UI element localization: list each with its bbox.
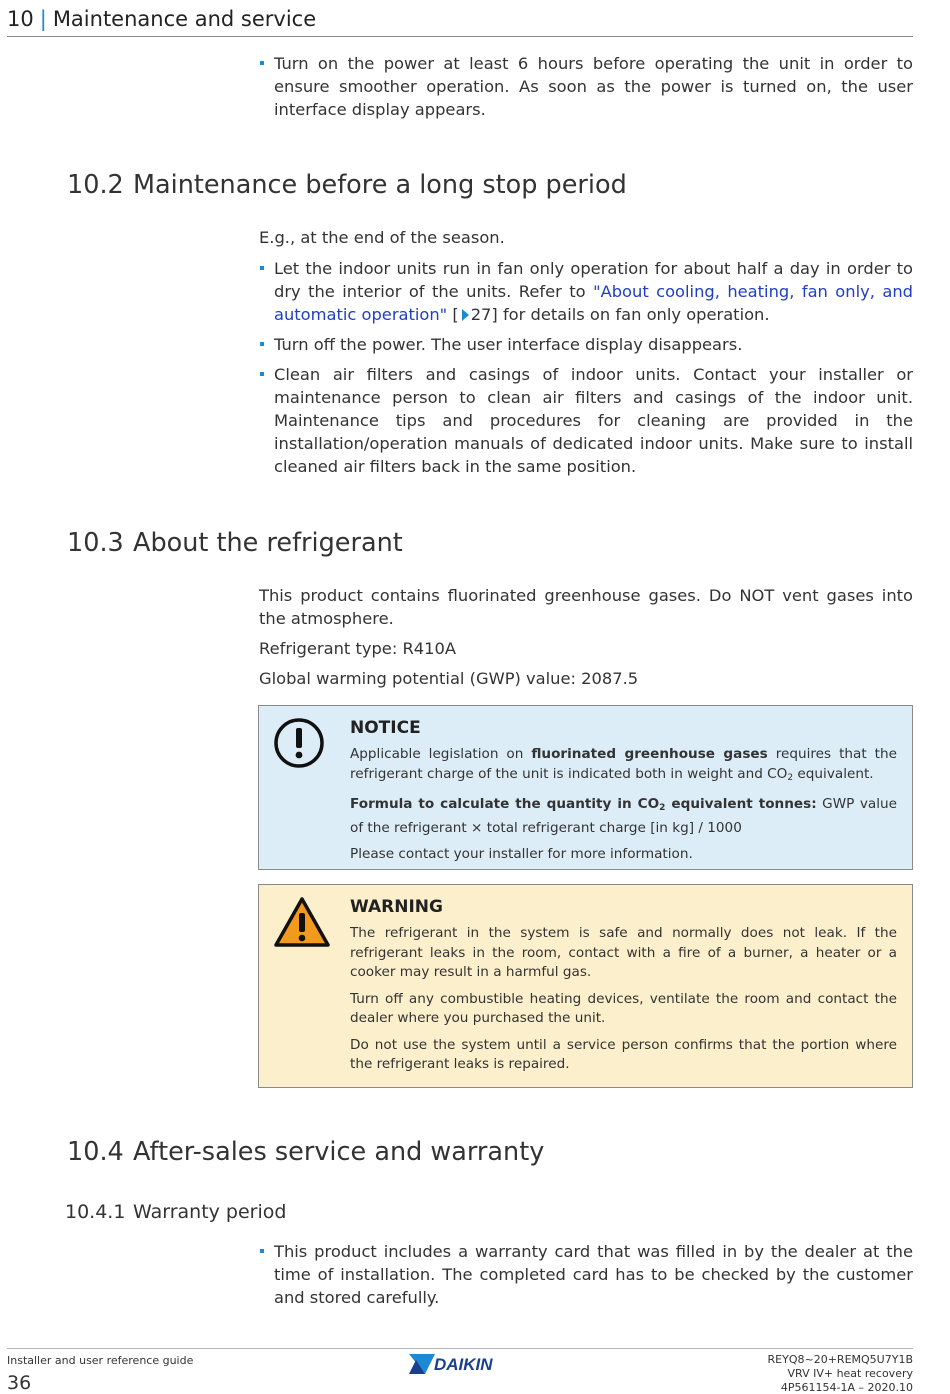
document-id: 4P561154-1A – 2020.10 — [780, 1381, 913, 1394]
list-item-text: ] for details on fan only operation. — [491, 305, 770, 324]
bold-text: fluorinated greenhouse gases — [531, 746, 768, 762]
chapter-title: Maintenance and service — [52, 7, 317, 31]
warning-content — [350, 896, 897, 1082]
page-arrow-icon — [462, 309, 469, 321]
guide-title: Installer and user reference guide — [7, 1354, 194, 1367]
notice-content — [350, 717, 897, 872]
model-code: REYQ8~20+REMQ5U7Y1B — [767, 1353, 913, 1366]
refrigerant-paragraph: This product contains fluorinated greenhouse gases. Do NOT vent gases into the atmosphere. — [259, 586, 913, 628]
daikin-logo — [407, 1352, 517, 1376]
warning-paragraph: Do not use the system until a service person confirms that the portion where the refrigerant leaks is repaired. — [350, 1036, 897, 1072]
section-heading-10-4 — [67, 1136, 544, 1168]
product-name: VRV IV+ heat recovery — [787, 1367, 913, 1380]
list-item: Turn off the power. The user interface display disappears. — [259, 333, 913, 356]
section-heading-10-3 — [67, 527, 403, 559]
section-10-3-body — [259, 584, 913, 690]
footer-divider — [7, 1348, 913, 1349]
list-item: This product includes a warranty card that was filled in by the dealer at the time of installation. The completed card has to be checked by the customer and stored carefully. — [259, 1240, 913, 1309]
page-number: 36 — [7, 1372, 32, 1394]
section-heading-10-2 — [67, 169, 627, 201]
warning-triangle-icon — [272, 895, 332, 949]
brand-name: DAIKIN — [434, 1355, 493, 1374]
refrigerant-type: Refrigerant type: R410A — [259, 639, 457, 658]
text-run: Formula to calculate the quantity in CO — [350, 796, 660, 812]
warning-paragraph: Turn off any combustible heating devices, ventilate the room and contact the dealer where you purchased the unit. — [350, 990, 897, 1026]
section-number: 10.3 — [67, 528, 124, 558]
intro-list — [259, 52, 913, 128]
subscript: 2 — [659, 803, 666, 813]
section-title: About the refrigerant — [133, 528, 403, 558]
formula-paragraph — [350, 795, 897, 838]
warning-title: WARNING — [350, 897, 443, 917]
text-run: GWP value of the refrigerant × total refrigerant charge [in kg] / 1000 — [350, 796, 898, 836]
notice-paragraph — [350, 745, 897, 788]
notice-box — [258, 705, 913, 870]
gwp-value: Global warming potential (GWP) value: 2087.5 — [259, 669, 639, 688]
list-item: Clean air filters and casings of indoor units. Contact your installer or maintenance person to clean air filters and casings of the indoor unit. Maintenance tips and procedures for cleaning are provided in the installation/operation manuals of dedicated indoor units. Make sure to install cleaned air filters back in the same position. — [259, 363, 913, 478]
chapter-number: 10 — [7, 7, 34, 31]
notice-paragraph: Please contact your installer for more information. — [350, 846, 693, 862]
page-header — [7, 6, 913, 37]
bracket-open: [ — [447, 305, 459, 324]
text-run: Applicable legislation on — [350, 746, 532, 762]
header-divider: | — [39, 7, 47, 31]
warranty-list — [259, 1240, 913, 1316]
warning-paragraph: The refrigerant in the system is safe and normally does not leak. If the refrigerant leaks in the room, contact with a fire of a burner, a heater or a cooker may result in a harmful gas. — [350, 925, 897, 980]
list-item: Turn on the power at least 6 hours before operating the unit in order to ensure smoother operation. As soon as the power is turned on, the user interface display appears. — [259, 52, 913, 121]
text-run: equivalent. — [793, 765, 874, 782]
section-title: Maintenance before a long stop period — [133, 170, 627, 200]
list-item-text: Let the indoor units run in fan only operation for about half a day in order to dry the interior of the units. Refer to — [274, 259, 913, 301]
bold-text — [350, 796, 817, 812]
footer-doc-info — [768, 1353, 913, 1394]
subsection-heading-10-4-1 — [65, 1200, 286, 1224]
exclamation-circle-icon — [272, 716, 326, 770]
warning-box — [258, 884, 913, 1088]
section-number: 10.4 — [67, 1137, 124, 1167]
section-title: After-sales service and warranty — [133, 1137, 545, 1167]
section-lead: E.g., at the end of the season. — [259, 228, 505, 247]
section-10-2-body — [259, 226, 913, 485]
section-number: 10.2 — [67, 170, 124, 200]
list-item — [259, 257, 913, 326]
subsection-number: 10.4.1 — [65, 1201, 126, 1223]
page-reference[interactable]: 27 — [470, 305, 492, 324]
maintenance-list — [259, 257, 913, 478]
cross-reference-link[interactable]: "About cooling, heating, fan only, and automatic operation" — [274, 282, 914, 324]
text-run: requires that the refrigerant charge of the unit is indicated both in weight and CO — [350, 746, 897, 782]
notice-title: NOTICE — [350, 718, 421, 738]
subsection-title: Warranty period — [133, 1201, 287, 1223]
text-run: equivalent tonnes: — [665, 796, 817, 812]
subscript: 2 — [787, 772, 794, 783]
